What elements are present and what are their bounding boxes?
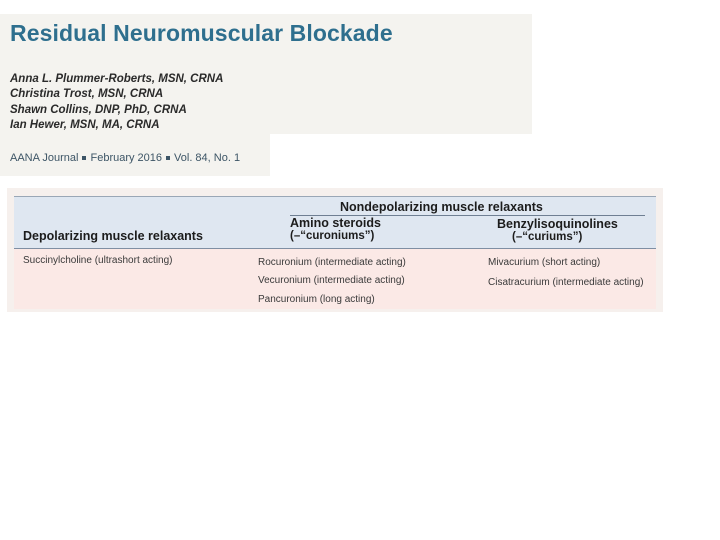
nondepolarizing-group-header: Nondepolarizing muscle relaxants — [340, 200, 543, 214]
table-top-rule — [14, 196, 656, 197]
benzylisoquinolines-subheader: (–“curiums”) — [512, 231, 583, 243]
table-cell-amino-steroid: Vecuronium (intermediate acting) — [258, 275, 405, 286]
author-name: Christina Trost, MSN, CRNA — [10, 88, 164, 101]
journal-citation — [10, 152, 240, 164]
table-header-rule — [14, 248, 656, 249]
benzylisoquinolines-header: Benzylisoquinolines — [497, 217, 618, 231]
bullet-separator — [166, 156, 170, 160]
table-cell-amino-steroid: Rocuronium (intermediate acting) — [258, 257, 406, 268]
table-cell-amino-steroid: Pancuronium (long acting) — [258, 294, 375, 305]
journal-name: AANA Journal — [10, 152, 79, 164]
author-list — [10, 72, 223, 133]
table-cell-benzylisoquinoline: Mivacurium (short acting) — [488, 257, 601, 268]
journal-date: February 2016 — [90, 152, 163, 164]
author-name: Anna L. Plummer-Roberts, MSN, CRNA — [10, 73, 224, 85]
author-name: Shawn Collins, DNP, PhD, CRNA — [10, 103, 187, 116]
article-title: Residual Neuromuscular Blockade — [10, 20, 393, 46]
depolarizing-header: Depolarizing muscle relaxants — [23, 229, 203, 243]
amino-steroids-header: Amino steroids — [290, 216, 381, 230]
table-cell-depolarizing: Succinylcholine (ultrashort acting) — [23, 255, 173, 266]
amino-steroids-subheader: (–“curoniums”) — [290, 230, 375, 242]
table-cell-benzylisoquinoline: Cisatracurium (intermediate acting) — [488, 277, 644, 288]
bullet-separator — [82, 156, 86, 160]
author-name: Ian Hewer, MSN, MA, CRNA — [10, 118, 160, 131]
journal-volume: Vol. 84, No. 1 — [174, 152, 241, 164]
